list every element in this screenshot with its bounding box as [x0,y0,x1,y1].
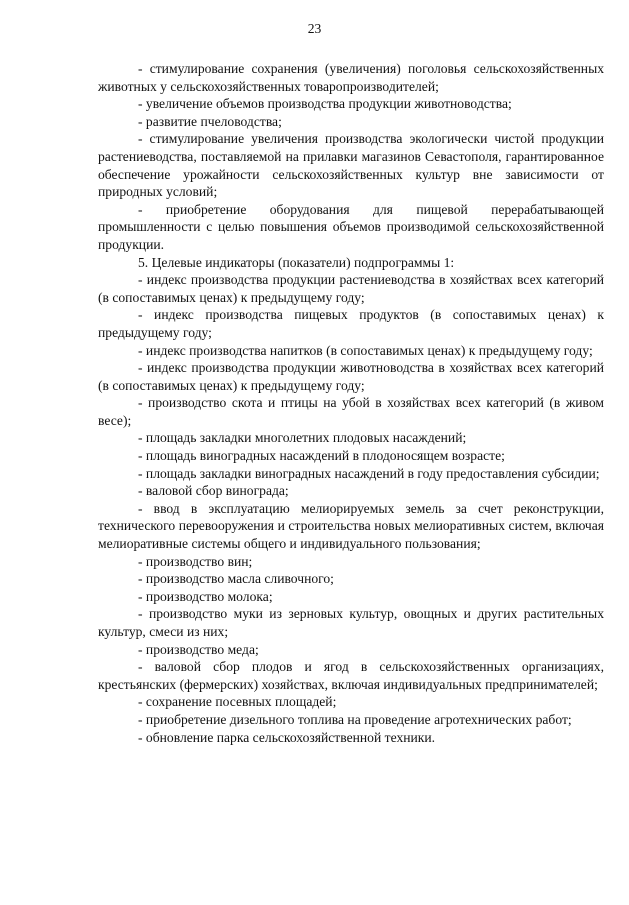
paragraph: - ввод в эксплуатацию мелиорируемых земель за счет реконструкции, технического перевооружения и строительства новых мелиоративных систем, включая мелиоративные системы общего и индивидуального пользования; [98,500,604,552]
section-heading: 5. Целевые индикаторы (показатели) подпрограммы 1: [138,254,455,270]
paragraph: - обновление парка сельскохозяйственной техники. [138,729,436,745]
paragraph: - производство скота и птицы на убой в хозяйствах всех категорий (в живом весе); [98,395,604,428]
paragraph: - стимулирование сохранения (увеличения) поголовья сельскохозяйственных животных у сельскохозяйственных товаропроизводителей; [98,61,604,94]
document-body [98,60,604,746]
paragraph: - площадь виноградных насаждений в плодоносящем возрасте; [138,448,505,464]
paragraph: - увеличение объемов производства продукции животноводства; [138,96,512,112]
paragraph: - производство меда; [138,641,259,657]
paragraph: - индекс производства пищевых продуктов (в сопоставимых ценах) к предыдущему году; [98,307,604,340]
paragraph: - индекс производства продукции животноводства в хозяйствах всех категорий (в сопоставимых ценах) к предыдущему году; [98,360,604,393]
paragraph: - развитие пчеловодства; [138,113,282,129]
paragraph: - приобретение оборудования для пищевой перерабатывающей промышленности с целью повышения объемов производимой сельскохозяйственной продукции. [98,201,604,252]
paragraph: - валовой сбор плодов и ягод в сельскохозяйственных организациях, крестьянских (фермерских) хозяйствах, включая индивидуальных предпринимателей; [98,659,604,692]
paragraph: - стимулирование увеличения производства экологически чистой продукции растениеводства, поставляемой на прилавки магазинов Севастополя, гарантированное обеспечение урожайности сельскохозяйственных культур вне зависимости от природных условий; [98,131,604,200]
paragraph: - площадь закладки виноградных насаждений в году предоставления субсидии; [138,465,600,481]
paragraph: - сохранение посевных площадей; [138,694,337,710]
paragraph: - индекс производства напитков (в сопоставимых ценах) к предыдущему году; [138,342,593,358]
paragraph: - производство молока; [138,588,273,604]
paragraph: - площадь закладки многолетних плодовых насаждений; [138,430,467,446]
paragraph: - производство масла сливочного; [138,571,334,587]
page-number: 23 [307,21,322,36]
paragraph: - производство вин; [138,553,253,569]
paragraph: - приобретение дизельного топлива на проведение агротехнических работ; [138,711,572,727]
paragraph: - индекс производства продукции растениеводства в хозяйствах всех категорий (в сопоставимых ценах) к предыдущему году; [98,272,604,305]
paragraph: - валовой сбор винограда; [138,483,289,499]
paragraph: - производство муки из зерновых культур, овощных и других растительных культур, смеси из них; [98,606,604,639]
